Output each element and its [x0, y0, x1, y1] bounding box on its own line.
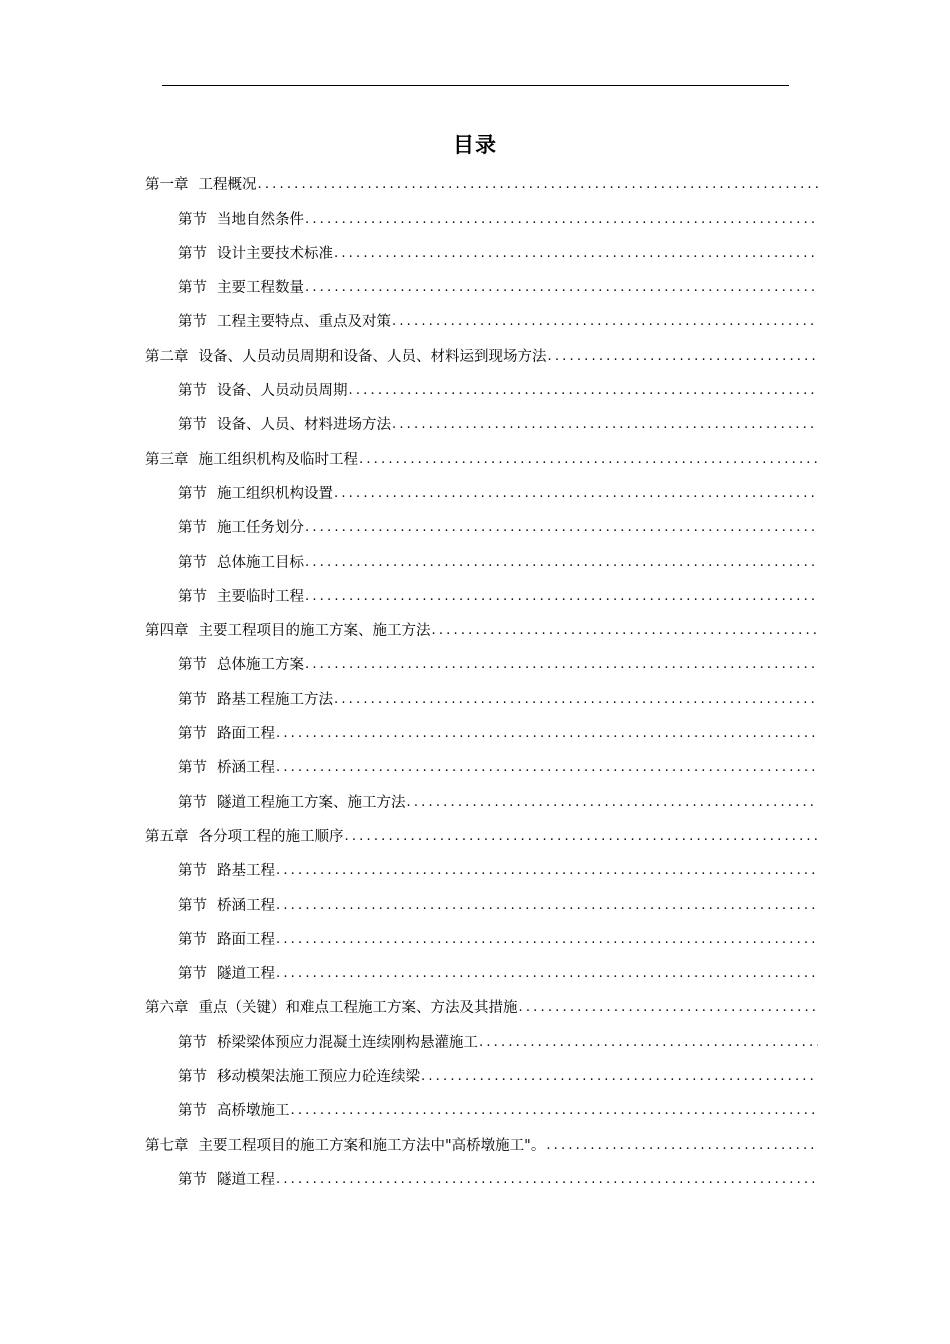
entry-label: 第节: [178, 1069, 207, 1086]
dot-leader: [334, 244, 818, 264]
entry-label: 第节: [178, 863, 207, 880]
entry-title: 当地自然条件: [217, 211, 304, 228]
dot-leader: [334, 690, 818, 710]
toc-section-entry[interactable]: [145, 407, 818, 441]
toc-chapter-entry[interactable]: [145, 990, 818, 1024]
entry-title: 施工任务划分: [217, 520, 304, 537]
entry-title: 桥涵工程: [217, 897, 275, 914]
dot-leader: [305, 587, 818, 607]
entry-title: 移动模架法施工预应力砼连续梁: [217, 1069, 420, 1086]
entry-label: 第节: [178, 794, 207, 811]
entry-label: 第节: [178, 726, 207, 743]
entry-label: 第五章: [145, 828, 189, 845]
toc-chapter-entry[interactable]: [145, 613, 818, 647]
entry-title: 总体施工目标: [217, 554, 304, 571]
entry-label: 第节: [178, 245, 207, 262]
entry-label: 第节: [178, 554, 207, 571]
dot-leader: [392, 312, 818, 332]
toc-section-entry[interactable]: [145, 1024, 818, 1058]
toc-section-entry[interactable]: [145, 373, 818, 407]
entry-label: 第七章: [145, 1137, 189, 1154]
entry-label: 第节: [178, 760, 207, 777]
toc-section-entry[interactable]: [145, 853, 818, 887]
toc-section-entry[interactable]: [145, 784, 818, 818]
dot-leader: [305, 210, 818, 230]
entry-label: 第二章: [145, 348, 189, 365]
entry-title: 总体施工方案: [217, 657, 304, 674]
toc-section-entry[interactable]: [145, 236, 818, 270]
dot-leader: [421, 1067, 818, 1087]
entry-label: 第节: [178, 280, 207, 297]
entry-label: 第节: [178, 383, 207, 400]
entry-title: 设备、人员、材料进场方法: [217, 417, 391, 434]
toc-section-entry[interactable]: [145, 716, 818, 750]
entry-label: 第节: [178, 588, 207, 605]
toc-section-entry[interactable]: [145, 1162, 818, 1196]
dot-leader: [276, 861, 818, 881]
entry-label: 第六章: [145, 1000, 189, 1017]
toc-section-entry[interactable]: [145, 544, 818, 578]
entry-label: 第节: [178, 1034, 207, 1051]
toc-chapter-entry[interactable]: [145, 819, 818, 853]
entry-title: 桥涵工程: [217, 760, 275, 777]
entry-title: 高桥墩施工: [217, 1103, 290, 1120]
toc-section-entry[interactable]: [145, 201, 818, 235]
entry-label: 第节: [178, 485, 207, 502]
entry-title: 隧道工程: [217, 1171, 275, 1188]
toc-title: 目录: [453, 133, 497, 157]
dot-leader: [546, 1136, 818, 1156]
entry-title: 隧道工程: [217, 966, 275, 983]
entry-title: 路面工程: [217, 726, 275, 743]
toc-section-entry[interactable]: [145, 579, 818, 613]
entry-title: 施工组织机构设置: [217, 485, 333, 502]
toc-section-entry[interactable]: [145, 270, 818, 304]
entry-label: 第节: [178, 966, 207, 983]
entry-title: 隧道工程施工方案、施工方法: [217, 794, 406, 811]
entry-label: 第四章: [145, 623, 189, 640]
header-rule: [162, 85, 789, 86]
entry-label: 第节: [178, 1103, 207, 1120]
dot-leader: [479, 1033, 818, 1053]
toc-section-entry[interactable]: [145, 510, 818, 544]
entry-label: 第节: [178, 931, 207, 948]
entry-label: 第节: [178, 657, 207, 674]
dot-leader: [392, 415, 818, 435]
entry-title: 设备、人员动员周期和设备、人员、材料运到现场方法: [198, 348, 547, 365]
entry-label: 第节: [178, 314, 207, 331]
toc-section-entry[interactable]: [145, 750, 818, 784]
toc-section-entry[interactable]: [145, 887, 818, 921]
dot-leader: [276, 1170, 818, 1190]
toc-chapter-entry[interactable]: [145, 1127, 818, 1161]
entry-title: 施工组织机构及临时工程: [198, 451, 358, 468]
entry-label: 第节: [178, 417, 207, 434]
toc-section-entry[interactable]: [145, 922, 818, 956]
dot-leader: [349, 381, 819, 401]
dot-leader: [407, 793, 819, 813]
toc-section-entry[interactable]: [145, 681, 818, 715]
entry-label: 第一章: [145, 177, 189, 194]
entry-title: 主要工程数量: [217, 280, 304, 297]
dot-leader: [276, 930, 818, 950]
dot-leader: [305, 278, 818, 298]
dot-leader: [276, 896, 818, 916]
entry-title: 主要工程项目的施工方案和施工方法中"高桥墩施工"。: [198, 1137, 546, 1154]
entry-title: 设备、人员动员周期: [217, 383, 348, 400]
dot-leader: [548, 347, 819, 367]
toc-chapter-entry[interactable]: [145, 441, 818, 475]
toc-list: [145, 167, 818, 1196]
toc-section-entry[interactable]: [145, 1093, 818, 1127]
entry-title: 主要临时工程: [217, 588, 304, 605]
dot-leader: [258, 175, 819, 195]
dot-leader: [305, 518, 818, 538]
entry-label: 第节: [178, 897, 207, 914]
toc-section-entry[interactable]: [145, 1059, 818, 1093]
entry-title: 重点（关键）和难点工程施工方案、方法及其措施: [198, 1000, 518, 1017]
dot-leader: [276, 758, 818, 778]
entry-label: 第节: [178, 691, 207, 708]
toc-chapter-entry[interactable]: [145, 167, 818, 201]
entry-title: 各分项工程的施工顺序: [198, 828, 344, 845]
dot-leader: [305, 655, 818, 675]
entry-label: 第三章: [145, 451, 189, 468]
dot-leader: [334, 484, 818, 504]
entry-title: 工程主要特点、重点及对策: [217, 314, 391, 331]
toc-section-entry[interactable]: [145, 304, 818, 338]
entry-title: 路基工程: [217, 863, 275, 880]
toc-section-entry[interactable]: [145, 956, 818, 990]
entry-title: 桥梁梁体预应力混凝土连续刚构悬灌施工: [217, 1034, 478, 1051]
dot-leader: [276, 724, 818, 744]
entry-label: 第节: [178, 520, 207, 537]
dot-leader: [291, 1101, 819, 1121]
entry-label: 第节: [178, 211, 207, 228]
dot-leader: [359, 450, 818, 470]
toc-section-entry[interactable]: [145, 647, 818, 681]
entry-title: 工程概况: [198, 177, 257, 194]
dot-leader: [519, 998, 819, 1018]
dot-leader: [305, 553, 818, 573]
entry-label: 第节: [178, 1171, 207, 1188]
toc-chapter-entry[interactable]: [145, 338, 818, 372]
dot-leader: [276, 964, 818, 984]
entry-title: 设计主要技术标准: [217, 245, 333, 262]
entry-title: 路基工程施工方法: [217, 691, 333, 708]
entry-title: 路面工程: [217, 931, 275, 948]
toc-section-entry[interactable]: [145, 476, 818, 510]
entry-title: 主要工程项目的施工方案、施工方法: [198, 623, 431, 640]
dot-leader: [432, 621, 819, 641]
dot-leader: [345, 827, 819, 847]
